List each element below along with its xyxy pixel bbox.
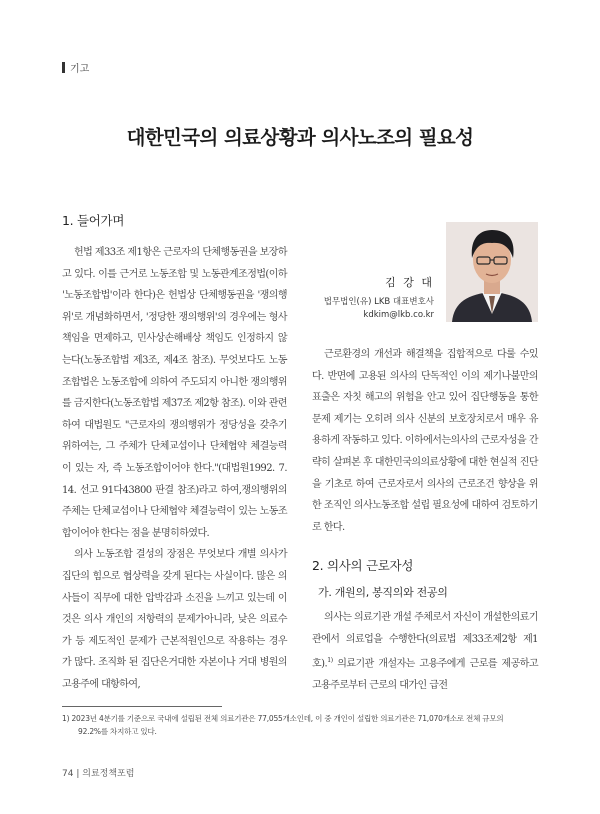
text-line: 능력이 있는 노동조합이어야 한다는 점을 분명히	[62, 506, 287, 539]
text-line: 손해배상 책임도 인정하지 않는다(노동조합법 제3	[62, 333, 287, 366]
footnote	[62, 712, 542, 738]
text-line: 행동권을 '쟁의행위'로 개념화하면서, '정당한 쟁	[62, 290, 287, 323]
footnote-divider	[62, 706, 222, 707]
text-line: 의행위'의 경우에는 형사책임을 면제하고, 민사상	[62, 311, 288, 345]
author-email: kdkim@lkb.co.kr	[363, 310, 434, 320]
text-line: 로를 제공하고 고용주로부터 근로의 대가인 급전	[312, 658, 538, 692]
text-line: 의사는 의료기관 개설 주체로서 자신이 개설한	[324, 612, 511, 623]
text-line: 법원도 "근로자의 쟁의행위가 정당성을 갖추기 위	[62, 419, 287, 453]
right-column-text-2	[312, 607, 538, 697]
paragraph-4	[312, 607, 538, 697]
footer-separator: |	[76, 769, 80, 779]
text-line: 쟁의행위의 주체는 단체교섭이나 단체협약 체결	[62, 484, 287, 518]
text-line: 거대한 자본이나 거대 병원의 고용주에 대항하여,	[62, 657, 287, 690]
section-tag	[62, 60, 89, 75]
text-line: 헌법 제33조 제1항은 근로자의 단체행동권을 보	[74, 247, 269, 258]
footnote-ref[interactable]: 1)	[327, 656, 333, 665]
text-line: 력이 있는 자, 즉 노동조합이어야 한다."(대법원	[62, 441, 287, 474]
publication-name: 의료정책포럼	[82, 769, 135, 779]
text-line: 하여는, 그 주체가 단체교섭이나 단체협약 체결능	[71, 441, 278, 453]
page-footer	[62, 766, 134, 779]
footnote-continuation: 92.2%를 차지하고 있다.	[78, 727, 157, 736]
section2-subheading: 가. 개원의, 봉직의와 전공의	[318, 586, 448, 599]
section-tag-label: 기고	[70, 64, 90, 75]
section-tag-bar	[62, 62, 65, 73]
text-line: 하였다.	[179, 527, 210, 539]
text-line: (노동조합법 제37조 제2항 참조). 이와 관련하여 대	[62, 398, 288, 431]
page-title: 대한민국의 의료상황과 의사노조의 필요성	[126, 126, 474, 149]
text-line: 근로환경의 개선과 해결책을 집합적으로 다룰 수	[324, 349, 529, 360]
text-line: 제2항 제1호).	[312, 633, 538, 670]
text-line: 다. 많은 의사들이 직무에 대한 압박감과 소진을 느	[62, 570, 288, 604]
text-line: 사가 집단의 힘으로 협상력을 갖게 된다는 사실이	[62, 549, 287, 582]
text-line: 의사의 근로자성을 간략히 살펴본 후 대한민국의	[312, 435, 538, 468]
paragraph-2	[62, 544, 287, 695]
text-line: 1992. 7. 14. 선고 91다43800 판결 참조)라고 하여,	[62, 462, 287, 496]
text-line: 자로서 의사의 근로조건 향상을 위한 조직인 의사	[312, 478, 538, 512]
text-line: 의료기관 개설자는 고용주에게 근	[337, 658, 479, 670]
text-line: 아니라, 낮은 의료수가 등 제도적인 문제가 근본적	[62, 614, 287, 647]
section2-heading: 2. 의사의 근로자성	[312, 558, 414, 573]
paragraph-3	[312, 344, 538, 538]
page-number: 74	[62, 769, 74, 779]
text-line: 장치로서 매우 유용하게 작동하고 있다. 이하에서는	[312, 413, 538, 447]
author-name: 김 강 대	[385, 276, 434, 289]
text-line: 의료상황에 대한 현실적 진단을 기초로 하여 근로	[312, 456, 538, 490]
author-box	[312, 222, 538, 322]
text-line: 정법(이하 '노동조합법'이라 한다)은 헌법상 단체	[62, 268, 287, 302]
text-line: 원인으로 작용하는 경우가 많다. 조직화 된 집단은	[62, 635, 287, 669]
text-line: 장하고 있다. 이를 근거로 노동조합 및 노동관계조	[62, 247, 287, 280]
text-line: 조, 제4조 참조). 무엇보다도 노동조합법은 노동조	[62, 354, 287, 388]
text-line: 있다. 반면에 고용된 의사의 단독적인 이의 제기나	[312, 349, 538, 382]
paragraph-1	[62, 242, 287, 544]
text-line: 의사 노동조합 결성의 장점은 무엇보다 개별 의	[74, 549, 269, 561]
text-line: 노동조합 설립 필요성에 대하여 검토하기로 한다.	[312, 500, 538, 533]
author-affiliation: 법무법인(유) LKB 대표변호사	[323, 297, 434, 307]
text-line: 행동을 통한 문제 제기는 오히려 의사 신분의 보호	[312, 392, 538, 425]
author-portrait-illustration	[446, 222, 538, 322]
text-line: 끼고 있는데 이것은 의사 개인의 저항력의 문제가	[62, 592, 287, 626]
text-line: 불만의 표출은 자칫 해고의 위험을 안고 있어 집단	[312, 370, 538, 404]
section1-heading: 1. 들어가며	[62, 213, 125, 228]
text-line: 의료기관에서 의료업을 수행한다(의료법 제33조	[312, 612, 538, 645]
text-line: 합에 의하여 주도되지 아니한 쟁의행위를 금지한다	[62, 376, 287, 410]
author-photo	[446, 222, 538, 322]
footnote-text: 1) 2023년 4분기를 기준으로 국내에 설립된 전체 의료기관은 77,055개소인데, 이 중 개인이 설립한 의료기관은 71,070개소로 전체 규모의	[62, 714, 504, 723]
left-column-text	[62, 242, 287, 695]
right-column-text	[312, 344, 538, 538]
